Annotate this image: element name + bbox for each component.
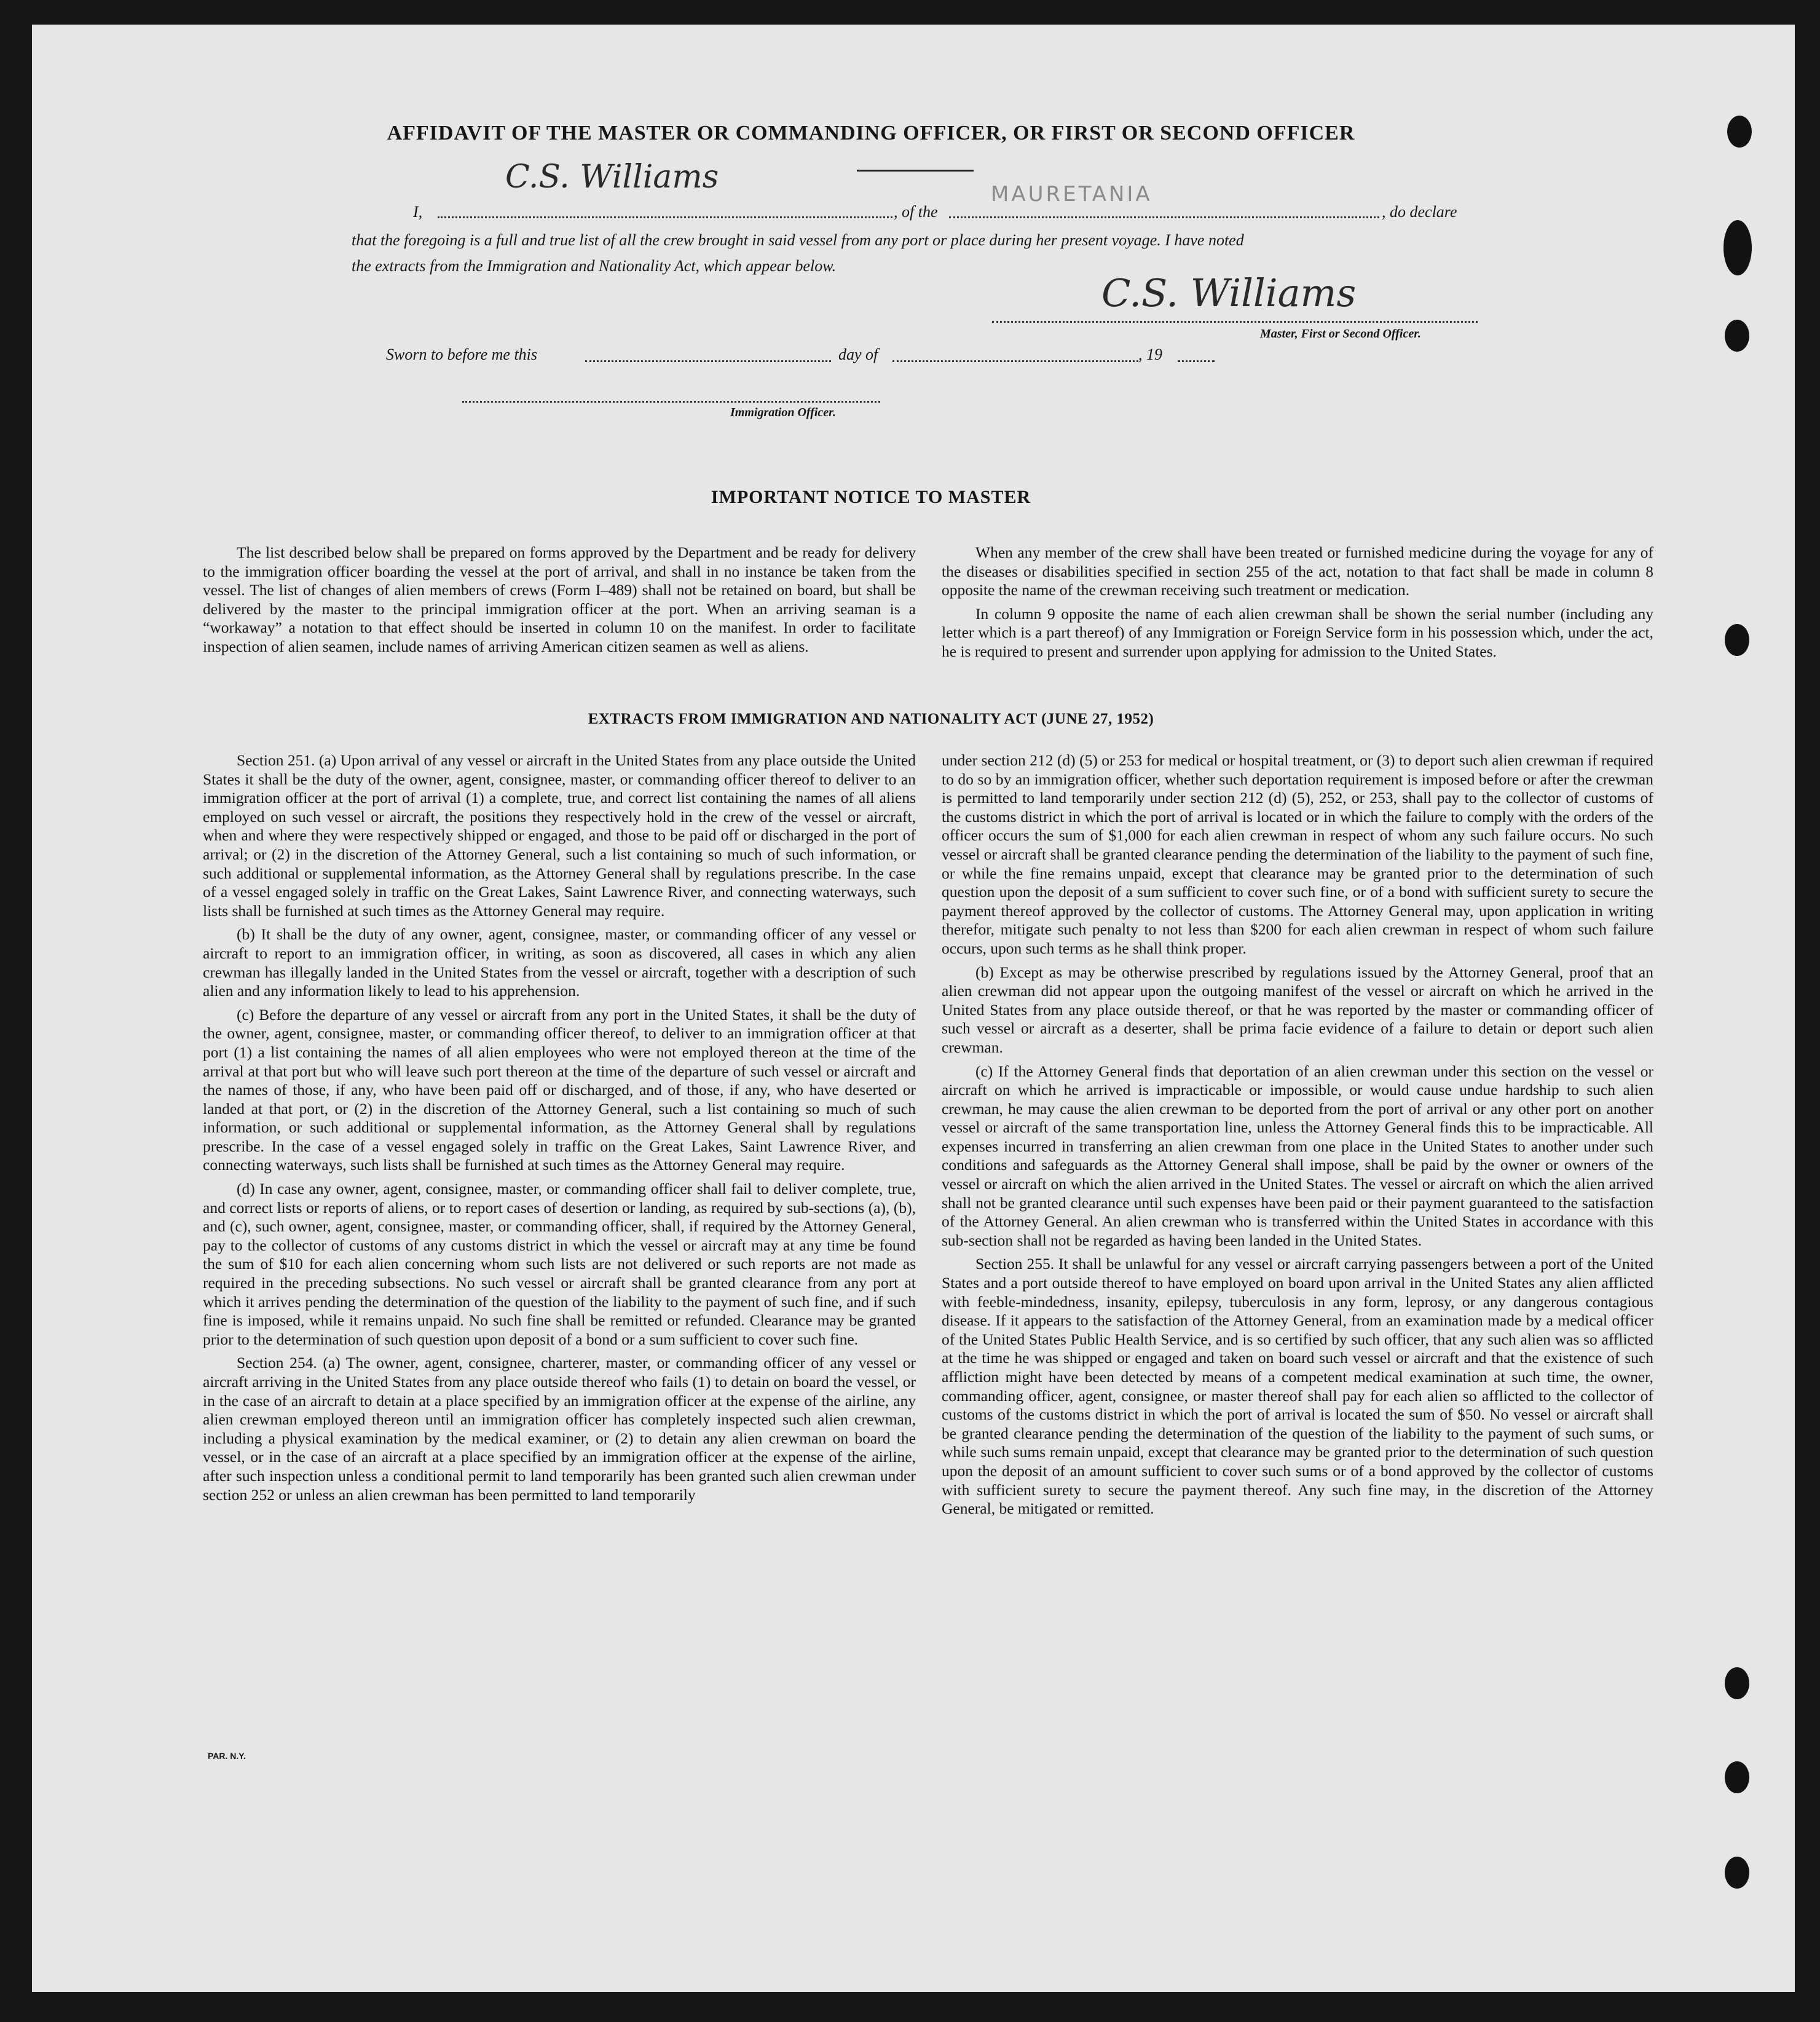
extracts-heading: EXTRACTS FROM IMMIGRATION AND NATIONALITY ACT (JUNE 27, 1952) <box>588 711 1154 727</box>
binder-hole <box>1725 1667 1749 1699</box>
binder-hole <box>1727 116 1752 148</box>
extracts-left-column <box>203 751 916 1504</box>
section-paragraph: under section 212 (d) (5) or 253 for medical or hospital treatment, or (3) to deport such alien crewman if required to do so by an immigration officer, whether such deportation requirement is imposed before or after the crewman is permitted to land temporarily under section 212 (d) (5), 252, or 253, shall pay to the collector of customs of the customs district in which the port of arrival is located or in which the failure to comply with the orders of the officer occurs the sum of $1,000 for each alien crewman in respect of whom any such failure occurs. No such vessel or aircraft shall be granted clearance pending the determination of the liability to the payment of such fine, or while the fine remains unpaid, except that clearance may be granted prior to the determination of such question upon the deposit of a sum sufficient to cover such fine, or of a bond with sufficient surety to secure the payment thereof approved by the collector of customs. The Attorney General may, upon application in writing therefor, mitigate such penalty to not less than $200 for each alien crewman in respect of whom such failure occurs, upon such terms as he shall think proper. <box>942 751 1653 957</box>
notice-heading: IMPORTANT NOTICE TO MASTER <box>711 487 1031 507</box>
notice-paragraph: When any member of the crew shall have been treated or furnished medicine during the voyage for any of the diseases or disabilities specified in section 255 of the act, notation to that fact shall be made in column 8 opposite the name of the crewman receiving such treatment or medication. <box>942 543 1653 599</box>
notice-left-column <box>203 543 916 657</box>
master-signature-line[interactable] <box>992 321 1478 323</box>
year-label: , 19 <box>1138 346 1162 363</box>
day-of-label: day of <box>838 346 878 363</box>
title-underline <box>857 170 974 172</box>
section-paragraph: (b) Except as may be otherwise prescribed by regulations issued by the Attorney General, proof that an alien crewman did not appear upon the outgoing manifest of the vessel or aircraft on which he arrived in the United States from any place outside thereof, or that he was reported by the master or commanding officer of such vessel or aircraft as a deserter, shall be prima facie evidence of a failure to detain or deport such alien crewman. <box>942 963 1653 1056</box>
section-paragraph: (d) In case any owner, agent, consignee, master, or commanding officer shall fail to deliver complete, true, and correct lists or reports of aliens, or to report cases of desertion or landing, as required by sub-sections (a), (b), and (c), such owner, agent, consignee, master, or commanding officer, shall, if required by the Attorney General, pay to the collector of customs of any customs district in which the vessel or aircraft may at any time be found the sum of $10 for each alien concerning whom such lists are not delivered or such reports are not made as required in the preceding subsections. No such vessel or aircraft shall be granted clearance from any port at which it arrives pending the determination of the question of the liability to the payment of such fine, and if such fine is imposed, while it remains unpaid. No such fine shall be remitted or refunded. Clearance may be granted prior to the determination of such question upon deposit of a bond or a sum sufficient to cover such fine. <box>203 1180 916 1348</box>
section-paragraph: (b) It shall be the duty of any owner, agent, consignee, master, or commanding officer of any vessel or aircraft to report to an immigration officer, in writing, as soon as discovered, all cases in which any alien crewman has illegally landed in the United States from the vessel or aircraft, together with a description of such alien and any information likely to lead to his apprehension. <box>203 925 916 1000</box>
master-caption: Master, First or Second Officer. <box>1260 327 1421 341</box>
name-field[interactable] <box>438 216 892 218</box>
sworn-year-field[interactable] <box>1178 360 1215 362</box>
notice-paragraph: The list described below shall be prepared on forms approved by the Department and be ready for delivery to the immigration officer boarding the vessel at the port of arrival, and shall in no instance be taken from the vessel. The list of changes of alien members of crews (Form I–489) shall not be retained on board, but shall be delivered by the master to the principal immigration officer at the port. When an arriving seaman is a “workaway” a notation to that effect should be inserted in column 10 on the manifest. In order to facilitate inspection of alien seamen, include names of arriving American citizen seamen as well as aliens. <box>203 543 916 655</box>
handwritten-name: C.S. Williams <box>505 159 719 195</box>
notice-right-column <box>942 543 1653 661</box>
vessel-name-stamp: MAURETANIA <box>991 182 1152 207</box>
binder-hole <box>1725 320 1749 352</box>
section-paragraph: (c) If the Attorney General finds that deportation of an alien crewman under this section on the vessel or aircraft on which he arrived is impracticable or impossible, or would cause undue hardship to such alien crewman, he may cause the alien crewman to be deported from the port of arrival or any other port on another vessel or aircraft of the same transportation line, unless the Attorney General finds this to be impracticable. All expenses incurred in transferring an alien crewman from one place in the United States to another under such conditions and safeguards as the Attorney General shall impose, shall be paid by the owner or owners of the vessel or aircraft on which the alien arrived in the United States. The vessel or aircraft on which the alien arrived shall not be granted clearance until such expenses have been paid or their payment guaranteed to the satisfaction of the Attorney General. An alien crewman who is transferred within the United States in accordance with this sub-section shall not be regarded as having been landed in the United States. <box>942 1062 1653 1249</box>
section-paragraph: Section 254. (a) The owner, agent, consignee, charterer, master, or commanding officer of any vessel or aircraft arriving in the United States from any place outside thereof who fails (1) to detain on board the vessel, or in the case of an aircraft to detain at a place specified by an immigration officer at the expense of the airline, any alien crewman employed thereon until an immigration officer has completely inspected such alien crewman, including a physical examination by the medical examiner, or (2) to detain any alien crewman on board the vessel, or in the case of an aircraft at a place specified by an immigration officer at the expense of the airline, after such inspection unless a conditional permit to land temporarily has been granted such alien crewman under section 252 or unless an alien crewman has been permitted to land temporarily <box>203 1354 916 1504</box>
binder-hole <box>1725 1857 1749 1889</box>
notice-paragraph: In column 9 opposite the name of each alien crewman shall be shown the serial number (including any letter which is a part thereof) of any Immigration or Foreign Service form in his possession which, under the act, he is required to present and surrender upon applying for admission to the United States. <box>942 604 1653 660</box>
extracts-right-column <box>942 751 1653 1518</box>
section-paragraph: (c) Before the departure of any vessel or aircraft from any port in the United States, it shall be the duty of the owner, agent, consignee, master, or commanding officer thereof, to deliver to an immigration officer at that port (1) a list containing the names of all alien employees who were not employed thereon at the time of the arrival at that port but who will leave such port thereon at the time of the departure of such vessel or aircraft and the names of those, if any, who have been paid off or discharged, and of those, if any, who have deserted or landed at that port, or (2) in the discretion of the Attorney General, such a list containing so much of such information, or such additional or supplemental information, as the Attorney General shall by regulations prescribe. In the case of a vessel engaged solely in traffic on the Great Lakes, Saint Lawrence River, and connecting waterways, such lists shall be furnished at such times as the Attorney General may require. <box>203 1005 916 1174</box>
of-the-label: , of the <box>894 203 938 221</box>
section-paragraph: Section 251. (a) Upon arrival of any vessel or aircraft in the United States from any place outside the United States it shall be the duty of the owner, agent, consignee, master, or commanding officer thereof to deliver to an immigration officer at the port of arrival (1) a complete, true, and correct list containing the names of all aliens employed on such vessel or aircraft, the positions they respectively hold in the crew of the vessel or aircraft, when and where they were respectively shipped or engaged, and those to be paid off or discharged in the port of arrival; or (2) in the discretion of the Attorney General, such a list containing so much of such information, or such additional or supplemental information, as the Attorney General shall by regulations prescribe. In the case of a vessel engaged solely in traffic on the Great Lakes, Saint Lawrence River, and connecting waterways, such lists shall be furnished at such times as the Attorney General may require. <box>203 751 916 920</box>
officer-caption: Immigration Officer. <box>730 406 836 419</box>
form-page <box>32 25 1795 1992</box>
binder-hole <box>1723 220 1752 275</box>
vessel-field[interactable] <box>949 216 1379 218</box>
section-paragraph: Section 255. It shall be unlawful for any vessel or aircraft carrying passengers between a port of the United States and a port outside thereof to have employed on board upon arrival in the United States any alien afflicted with feeble-mindedness, insanity, epilepsy, tuberculosis in any form, leprosy, or any dangerous contagious disease. If it appears to the satisfaction of the Attorney General, from an examination made by a medical officer of the United States Public Health Service, and is so certified by such officer, that any such alien was so afflicted at the time he was shipped or engaged and taken on board such vessel or aircraft and that the existence of such affliction might have been detected by means of a competent medical examination at such time, the owner, commanding officer, agent, consignee, or master thereof shall pay for each alien so afflicted to the collector of customs of the customs district in which the port of arrival is located the sum of $50. No vessel or aircraft shall be granted clearance pending the determination of the question of the liability to the payment of such sums, or while such sums remain unpaid, except that clearance may be granted prior to the determination of such question upon the deposit of an amount sufficient to cover such sums or of a bond approved by the collector of customs with sufficient surety to secure the payment thereof. Any such fine may, in the discretion of the Attorney General, be mitigated or remitted. <box>942 1255 1653 1518</box>
sworn-month-field[interactable] <box>892 360 1138 362</box>
affidavit-title: AFFIDAVIT OF THE MASTER OR COMMANDING OFFICER, OR FIRST OR SECOND OFFICER <box>387 122 1355 144</box>
sworn-label: Sworn to before me this <box>386 346 538 363</box>
printer-mark: PAR. N.Y. <box>208 1751 246 1761</box>
statement-line-1: that the foregoing is a full and true list of all the crew brought in said vessel from any port or place during her present voyage. I have noted <box>352 231 1244 249</box>
do-declare-label: , do declare <box>1382 203 1457 221</box>
binder-hole <box>1725 624 1749 656</box>
officer-signature-line[interactable] <box>462 401 880 403</box>
i-label: I, <box>413 203 423 221</box>
statement-line-2: the extracts from the Immigration and Nationality Act, which appear below. <box>352 257 837 275</box>
binder-hole <box>1725 1761 1749 1793</box>
master-signature: C.S. Williams <box>1101 271 1357 315</box>
sworn-day-field[interactable] <box>585 360 831 362</box>
